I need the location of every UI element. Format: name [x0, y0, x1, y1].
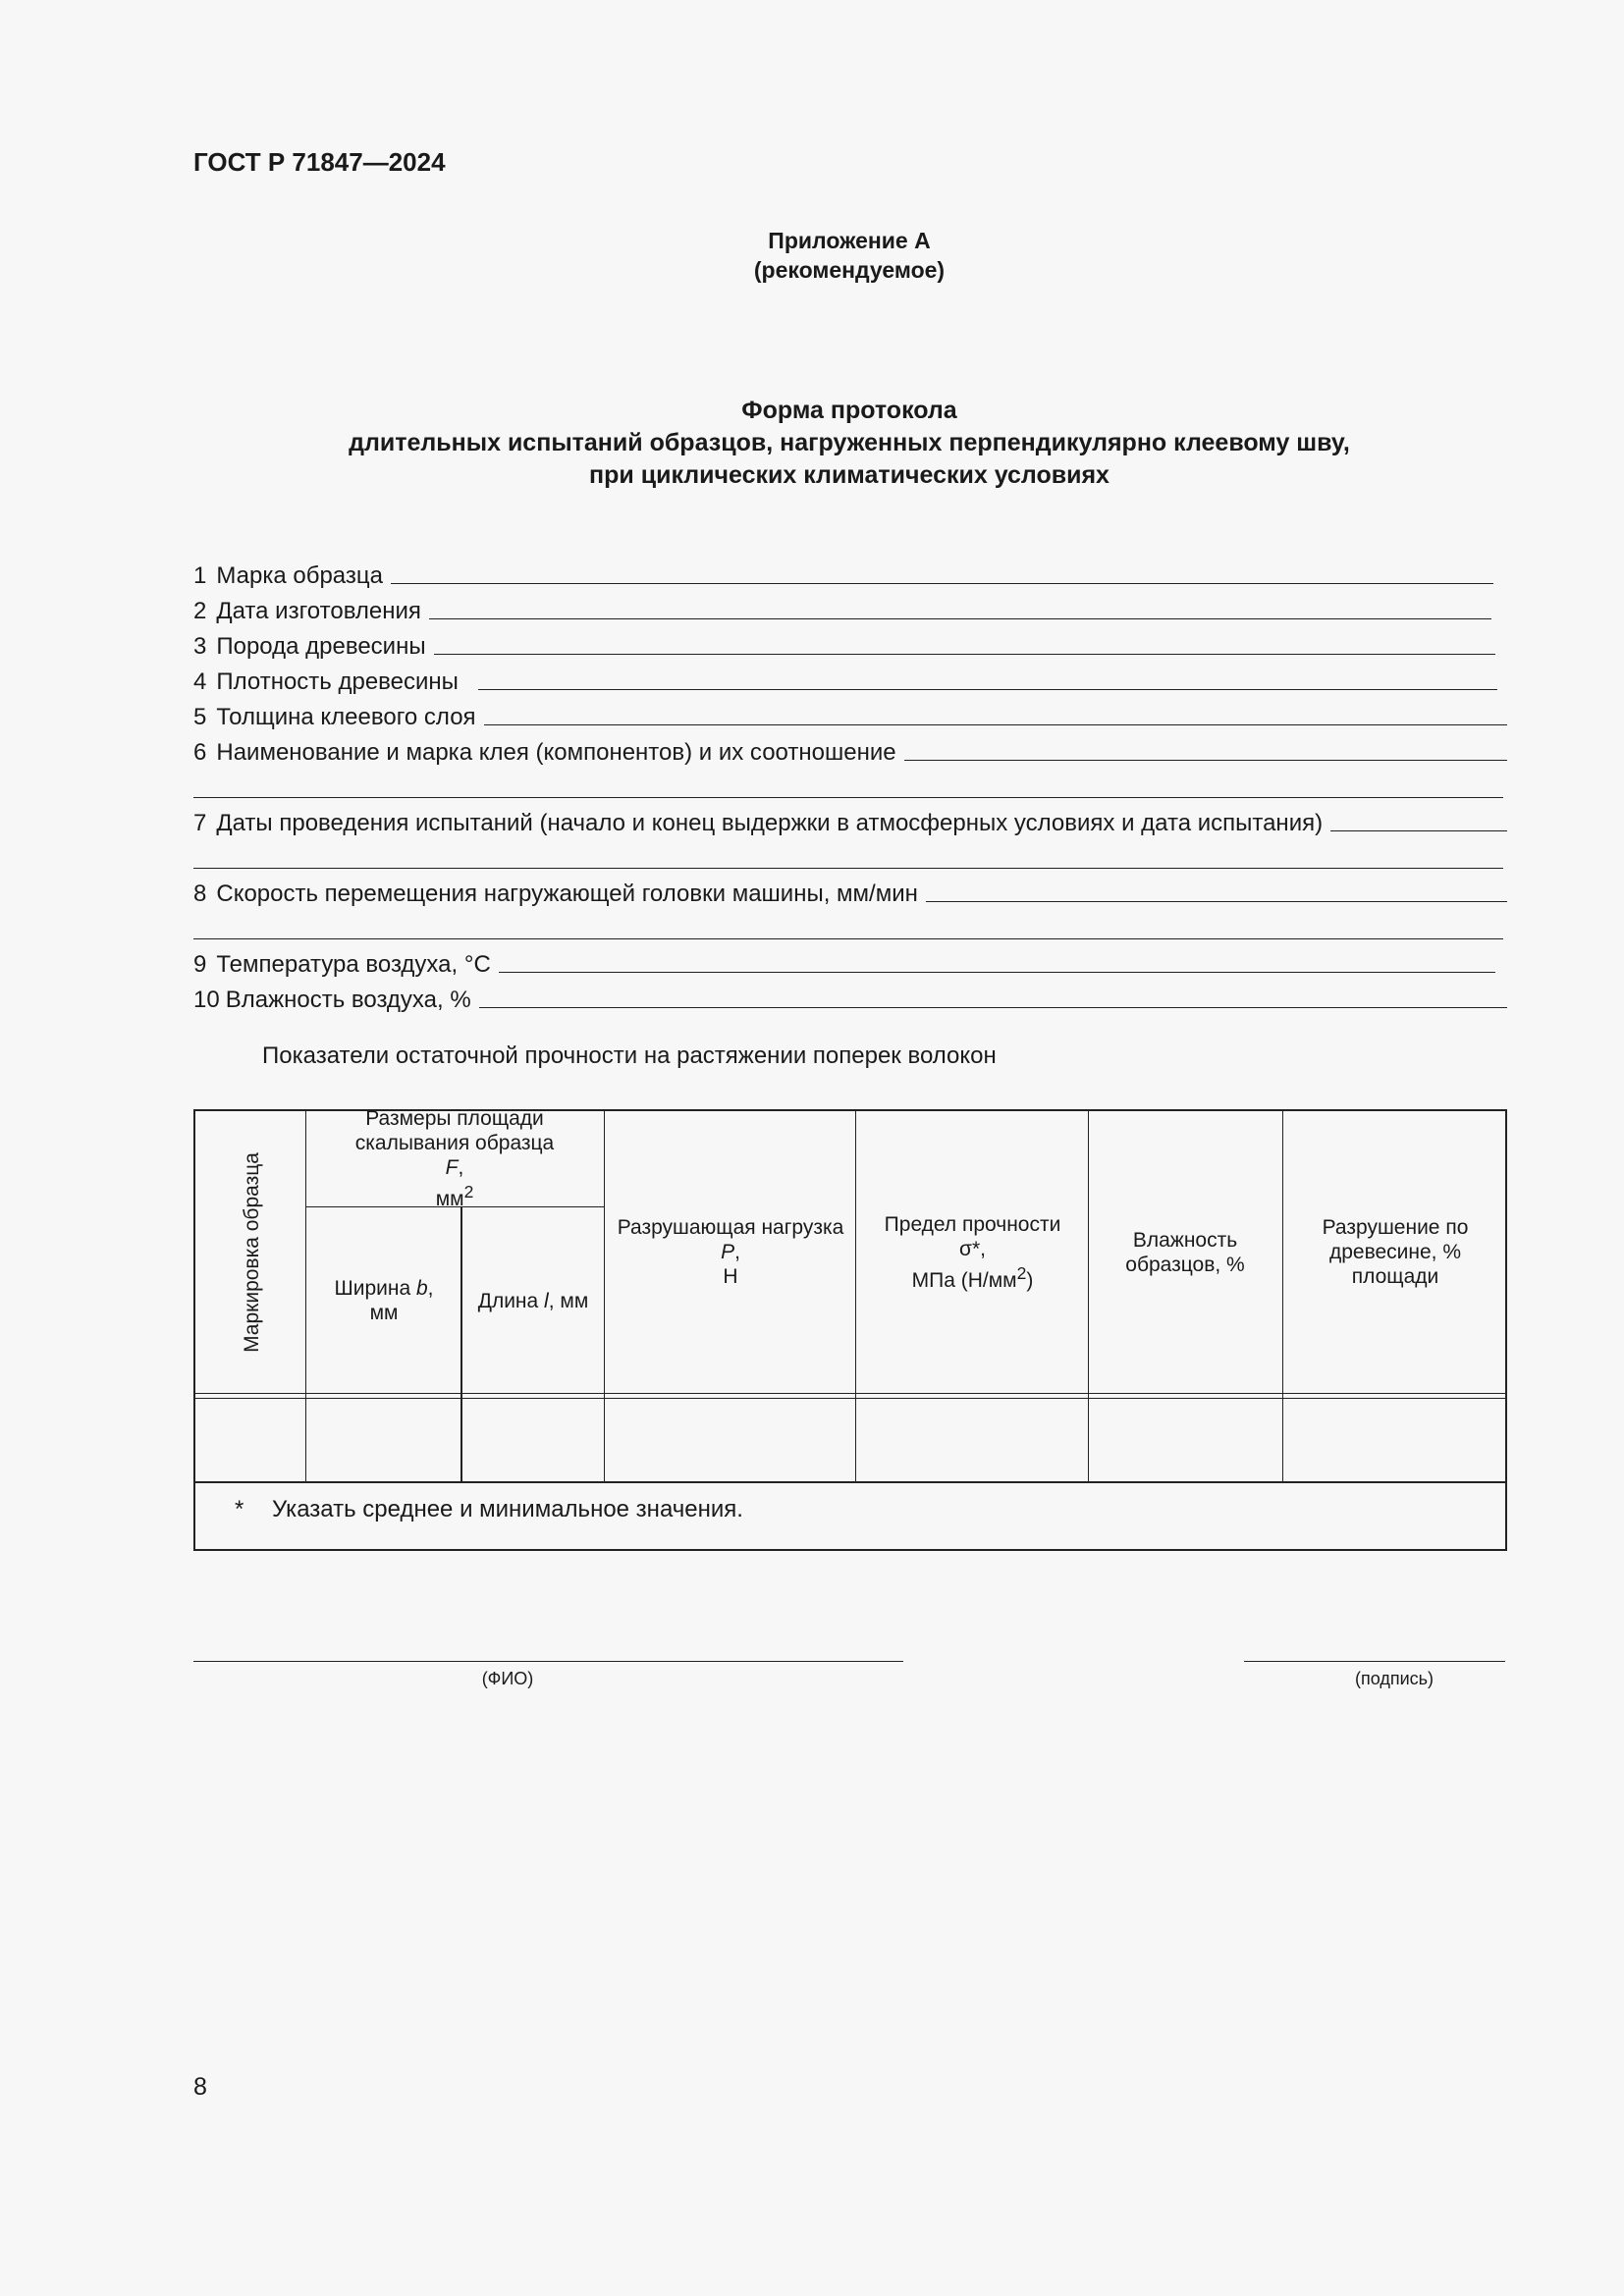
- table-footnote: [235, 1496, 743, 1523]
- fill-in-line[interactable]: [391, 582, 1493, 584]
- symbol-sigma: σ*: [959, 1237, 981, 1260]
- footnote-mark: *: [235, 1496, 244, 1522]
- signature-line[interactable]: [1244, 1661, 1505, 1662]
- table-divider: [305, 1111, 306, 1482]
- fill-in-line-continuation[interactable]: [193, 797, 1503, 798]
- field-number: 2: [193, 598, 207, 624]
- page-number: 8: [193, 2073, 207, 2101]
- field-wood-species: [193, 626, 1495, 662]
- header-width-label: Ширина: [334, 1277, 411, 1300]
- header-shear-area: [309, 1106, 600, 1210]
- unit-text: МПа (Н/мм: [911, 1268, 1017, 1292]
- header-breaking-load: [606, 1111, 855, 1393]
- field-label: Марка образца: [216, 562, 383, 589]
- field-number: 8: [193, 881, 207, 907]
- annex-status: (рекомендуемое): [753, 257, 946, 283]
- field-label: Толщина клеевого слоя: [216, 704, 476, 730]
- name-signature-line[interactable]: [193, 1661, 903, 1662]
- table-divider: [195, 1393, 1505, 1394]
- field-crosshead-speed: [193, 874, 1507, 909]
- field-air-humidity: [193, 980, 1507, 1015]
- field-test-dates: [193, 803, 1507, 838]
- field-label: Плотность древесины: [216, 668, 459, 695]
- table-cell-empty[interactable]: [195, 1400, 305, 1480]
- header-strength-unit: [912, 1261, 1034, 1293]
- signature-caption: (подпись): [1354, 1669, 1435, 1688]
- fill-in-line[interactable]: [484, 723, 1507, 725]
- header-length-label: Длина: [477, 1289, 539, 1312]
- header-length-unit: мм: [560, 1289, 589, 1312]
- field-manufacture-date: [193, 591, 1491, 626]
- document-code: ГОСТ Р 71847—2024: [193, 147, 446, 177]
- form-title: [0, 395, 1624, 492]
- field-glue-name: [193, 732, 1507, 768]
- symbol-F: F: [445, 1155, 459, 1179]
- table-cell-empty[interactable]: [307, 1400, 460, 1480]
- table-cell-empty[interactable]: [462, 1400, 604, 1480]
- field-number: 4: [193, 668, 207, 695]
- header-length: [462, 1208, 604, 1393]
- header-strength-label: Предел прочности: [884, 1212, 1061, 1236]
- fill-in-line[interactable]: [434, 653, 1495, 655]
- results-table: [193, 1106, 1507, 1551]
- field-number: 3: [193, 633, 207, 660]
- table-cell-empty[interactable]: [857, 1400, 1088, 1480]
- header-ultimate-strength: [857, 1111, 1088, 1393]
- field-label: Даты проведения испытаний (начало и конец выдержки в атмосферных условиях и дата испытания): [216, 810, 1324, 836]
- header-marking: Маркировка образца: [241, 1152, 263, 1353]
- fill-in-line[interactable]: [429, 617, 1491, 619]
- field-glue-layer-thickness: [193, 697, 1507, 732]
- header-load-label: Разрушающая нагрузка: [617, 1216, 844, 1239]
- field-air-temperature: [193, 944, 1495, 980]
- fill-in-line-continuation[interactable]: [193, 868, 1503, 869]
- header-load-unit: Н: [723, 1265, 738, 1288]
- unit-exponent: 2: [463, 1181, 474, 1201]
- header-moisture: Влажность образцов, %: [1125, 1228, 1245, 1276]
- unit-exponent: 2: [1016, 1262, 1027, 1283]
- header-width-line: Ширина b,: [334, 1277, 434, 1300]
- field-label: Влажность воздуха, %: [225, 987, 471, 1013]
- fill-in-line[interactable]: [926, 900, 1507, 902]
- table-divider: [1282, 1111, 1283, 1482]
- header-width-unit: мм: [369, 1302, 399, 1324]
- symbol-l: l: [544, 1289, 549, 1312]
- fill-in-line-continuation[interactable]: [193, 938, 1503, 939]
- table-divider: [195, 1481, 1505, 1483]
- header-shear-area-unit: [436, 1180, 474, 1211]
- header-length-line: Длина l, мм: [477, 1289, 589, 1312]
- header-shear-area-label: Размеры площади скалывания образца: [354, 1106, 555, 1154]
- form-title-line-2: длительных испытаний образцов, нагруженных перпендикулярно клеевому шву,: [349, 429, 1350, 456]
- header-shear-area-symbol-line: F,: [445, 1155, 464, 1179]
- table-cell-empty[interactable]: [606, 1400, 855, 1480]
- table-divider: [855, 1111, 856, 1482]
- symbol-b: b: [415, 1277, 428, 1300]
- field-label: Порода древесины: [216, 633, 426, 660]
- field-number: 9: [193, 951, 207, 978]
- annex-heading: [0, 226, 1624, 285]
- field-wood-density: [193, 662, 1497, 697]
- unit-text-end: ): [1026, 1268, 1034, 1292]
- table-divider: [604, 1111, 605, 1482]
- footnote-text: Указать среднее и минимальное значения.: [272, 1496, 743, 1522]
- form-title-line-1: Форма протокола: [741, 397, 957, 424]
- field-number: 10: [193, 987, 220, 1013]
- table-divider: [1088, 1111, 1089, 1482]
- header-load-symbol-line: P,: [721, 1241, 740, 1263]
- header-strength-symbol-line: σ*,: [959, 1237, 986, 1260]
- field-sample-mark: [193, 556, 1493, 591]
- fill-in-line[interactable]: [499, 971, 1495, 973]
- field-number: 6: [193, 739, 207, 766]
- field-number: 7: [193, 810, 207, 836]
- table-caption: Показатели остаточной прочности на растяжении поперек волокон: [262, 1042, 997, 1069]
- unit-text: мм: [435, 1187, 464, 1210]
- fill-in-line[interactable]: [904, 759, 1507, 761]
- field-label: Температура воздуха, °С: [216, 951, 491, 978]
- field-number: 1: [193, 562, 207, 589]
- fill-in-line[interactable]: [1330, 829, 1507, 831]
- fill-in-line[interactable]: [478, 688, 1497, 690]
- header-wood-failure: Разрушение по древесине, % площади: [1322, 1216, 1469, 1288]
- fill-in-line[interactable]: [479, 1006, 1507, 1008]
- symbol-P: P: [721, 1241, 735, 1263]
- table-cell-empty[interactable]: [1090, 1400, 1282, 1480]
- header-width: [307, 1208, 460, 1393]
- annex-title: Приложение А: [768, 228, 931, 253]
- name-caption: (ФИО): [481, 1669, 534, 1688]
- field-label: Наименование и марка клея (компонентов) и их соотношение: [216, 739, 896, 766]
- table-divider: [195, 1398, 1505, 1399]
- field-label: Скорость перемещения нагружающей головки машины, мм/мин: [216, 881, 918, 907]
- field-number: 5: [193, 704, 207, 730]
- table-cell-empty[interactable]: [1284, 1400, 1505, 1480]
- form-title-line-3: при циклических климатических условиях: [589, 461, 1110, 489]
- field-label: Дата изготовления: [216, 598, 421, 624]
